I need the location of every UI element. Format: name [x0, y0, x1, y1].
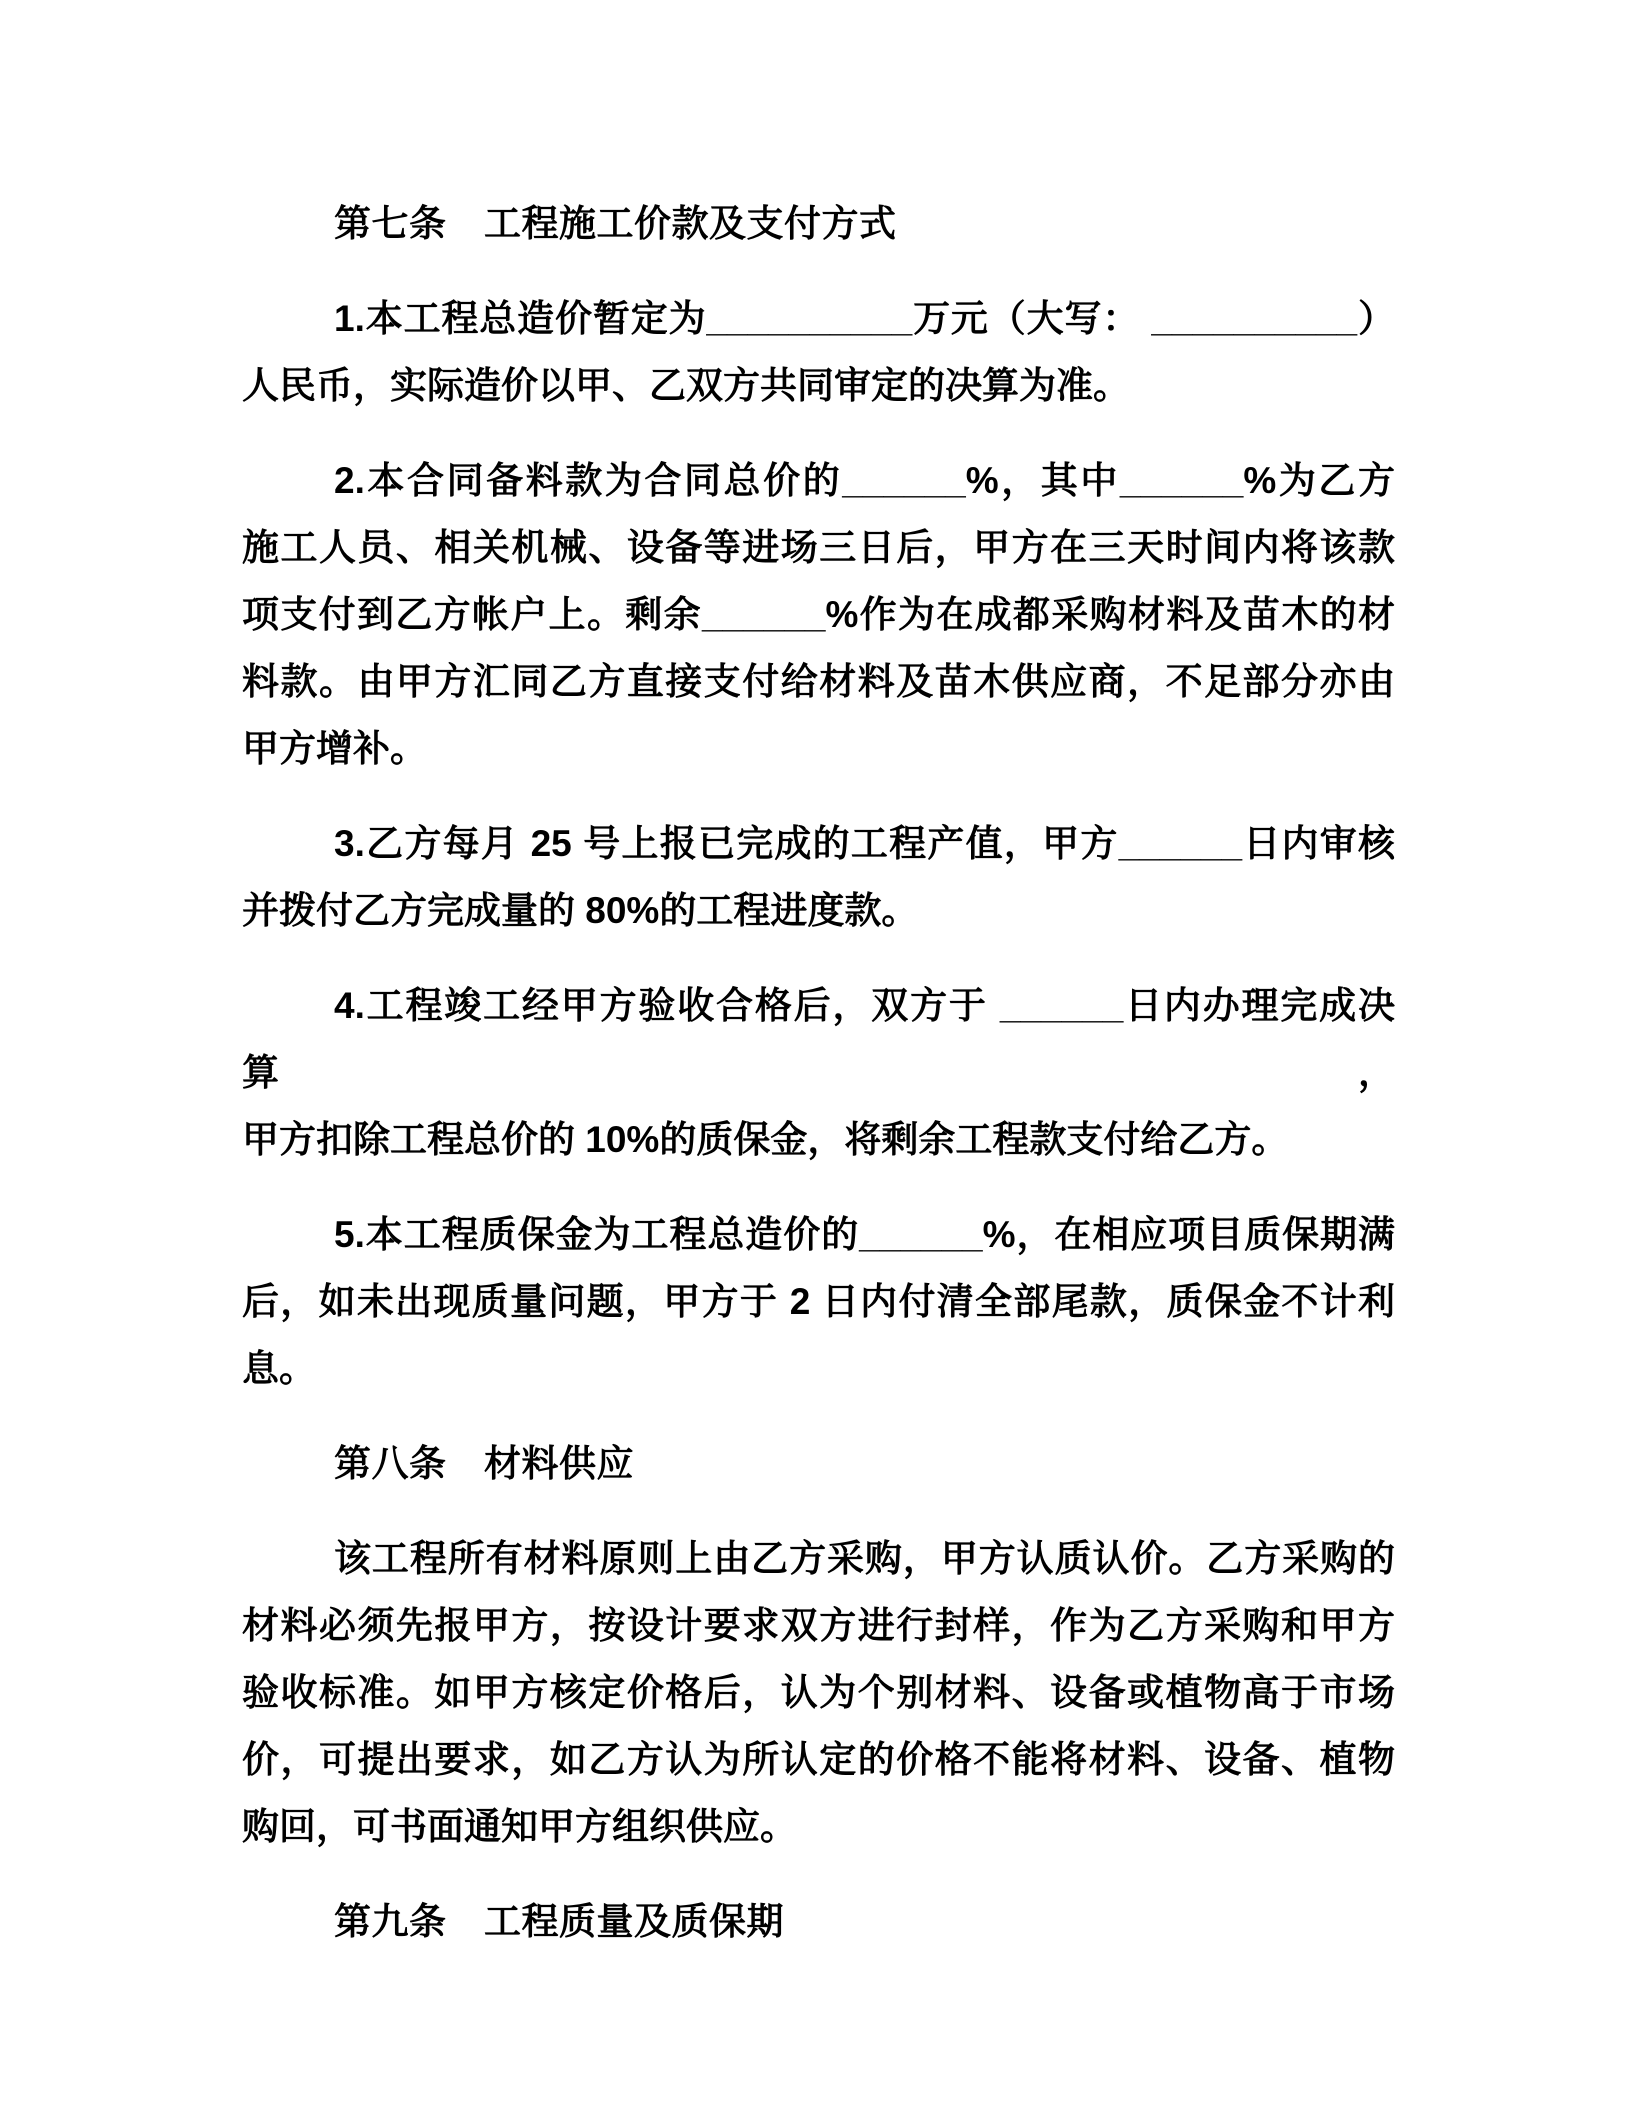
article-8-heading	[242, 1430, 1395, 1497]
clause-4	[242, 972, 1395, 1173]
clause-1-line-2: 人民币，实际造价以甲、乙双方共同审定的决算为准。	[242, 365, 1130, 406]
article-7-heading	[242, 190, 1395, 257]
article-9-heading-text: 第九条 工程质量及质保期	[334, 1901, 784, 1942]
clause-1-line-1: 1.本工程总造价暂定为__________万元（大写： __________）	[334, 298, 1395, 339]
clause-2-line-4: 料款。由甲方汇同乙方直接支付给材料及苗木供应商，不足部分亦由	[242, 661, 1395, 702]
clause-2-line-5: 甲方增补。	[242, 728, 427, 769]
clause-2-line-1: 2.本合同备料款为合同总价的______%，其中______%为乙方	[334, 460, 1395, 501]
clause-4-line-1: 4.工程竣工经甲方验收合格后，双方于 ______日内办理完成决算，	[242, 985, 1395, 1093]
clause-2	[242, 447, 1395, 782]
clause-3-line-1: 3.乙方每月 25 号上报已完成的工程产值，甲方______日内审核	[334, 823, 1395, 864]
article-8-heading-text: 第八条 材料供应	[334, 1443, 634, 1484]
article-9-heading	[242, 1888, 1395, 1955]
clause-material-line-4: 价，可提出要求，如乙方认为所认定的价格不能将材料、设备、植物	[242, 1739, 1395, 1780]
clause-2-line-2: 施工人员、相关机械、设备等进场三日后，甲方在三天时间内将该款	[242, 527, 1395, 568]
clause-5-line-3: 息。	[242, 1348, 316, 1389]
clause-1	[242, 285, 1395, 419]
clause-material-line-3: 验收标准。如甲方核定价格后，认为个别材料、设备或植物高于市场	[242, 1672, 1395, 1713]
clause-2-line-3: 项支付到乙方帐户上。剩余______%作为在成都采购材料及苗木的材	[242, 594, 1395, 635]
clause-3-line-2: 并拨付乙方完成量的 80%的工程进度款。	[242, 890, 919, 931]
clause-material-line-5: 购回，可书面通知甲方组织供应。	[242, 1806, 797, 1847]
clause-3	[242, 810, 1395, 944]
clause-material-line-1: 该工程所有材料原则上由乙方采购，甲方认质认价。乙方采购的	[334, 1538, 1395, 1579]
clause-material-supply	[242, 1525, 1395, 1860]
article-7-heading-text: 第七条 工程施工价款及支付方式	[334, 203, 897, 244]
clause-5-line-2: 后，如未出现质量问题，甲方于 2 日内付清全部尾款，质保金不计利	[242, 1281, 1395, 1322]
clause-4-line-2: 甲方扣除工程总价的 10%的质保金，将剩余工程款支付给乙方。	[242, 1119, 1289, 1160]
clause-5	[242, 1201, 1395, 1402]
clause-material-line-2: 材料必须先报甲方，按设计要求双方进行封样，作为乙方采购和甲方	[242, 1605, 1395, 1646]
clause-5-line-1: 5.本工程质保金为工程总造价的______%，在相应项目质保期满	[334, 1214, 1395, 1255]
